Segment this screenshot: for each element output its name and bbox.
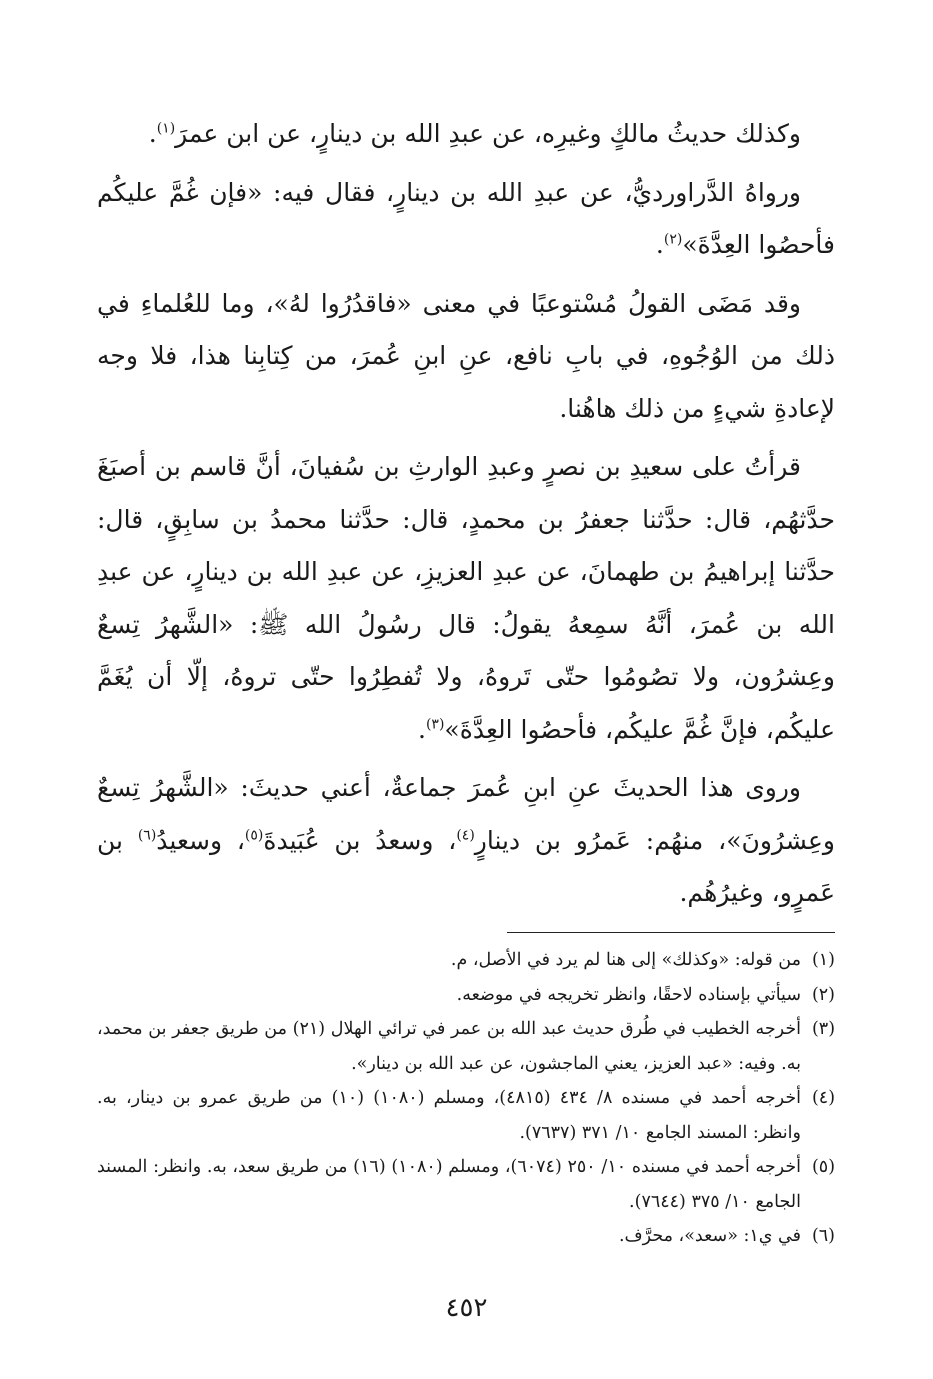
footnote-marker[interactable]: (١)	[156, 120, 176, 137]
footnote-marker[interactable]: (٣)	[425, 716, 445, 733]
footnote-number: (٢)	[811, 984, 835, 1005]
footnote-6	[97, 1219, 835, 1254]
footnote-number: (٦)	[811, 1226, 835, 1246]
footnote-5	[97, 1150, 835, 1219]
paragraph-2	[97, 167, 835, 272]
paragraph-tail: ، وسعدُ بن عُبَيدةَ	[263, 825, 457, 855]
paragraph-1	[97, 108, 835, 161]
footnote-marker[interactable]: (٢)	[663, 231, 683, 248]
footnote-number: (١)	[811, 950, 835, 970]
paragraph-4	[97, 441, 835, 756]
footnote-3	[97, 1012, 835, 1081]
footnote-number: (٤)	[811, 1088, 836, 1108]
footnotes	[97, 943, 835, 1254]
footnote-marker[interactable]: (٤)	[456, 827, 475, 844]
paragraph-text: وروى هذا الحديثَ عنِ ابنِ عُمرَ جماعةٌ، أعني حديثَ: «الشَّهرُ تِسعٌ وعِشرُونَ»، منهُم: عَمرُو بن دينارٍ	[97, 773, 836, 855]
paragraph-tail: .	[148, 119, 157, 148]
paragraph-text: وكذلك حديثُ مالكٍ وغيرِه، عن عبدِ الله بن دينارٍ، عن ابن عمرَ	[175, 119, 801, 148]
paragraph-text: ورواهُ الدَّراورديُّ، عن عبدِ الله بن دينارٍ، فقال فيه: «فإن غُمَّ عليكُم فأحصُوا العِدَّةَ»	[97, 177, 835, 259]
footnote-text: أخرجه الخطيب في طُرق حديث عبد الله بن عمر في ترائي الهلال (٢١) من طريق جعفر بن محمد، به. وفيه: «عبد العزيز، يعني الماجشون، عن عبد الله بن دينار».	[97, 1019, 802, 1074]
main-text	[97, 108, 835, 926]
footnote-divider	[507, 932, 835, 933]
footnote-number: (٣)	[811, 1019, 836, 1039]
paragraph-tail: ، وسعيدُ	[156, 825, 245, 855]
footnote-text: من قوله: «وكذلك» إلى هنا لم يرد في الأصل، م.	[450, 950, 801, 970]
footnote-text: سيأتي بإسناده لاحقًا، وانظر تخريجه في موضعه.	[456, 984, 801, 1005]
footnote-marker[interactable]: (٥)	[244, 827, 264, 844]
footnote-2	[97, 978, 835, 1013]
paragraph-tail: .	[418, 714, 426, 744]
paragraph-tail: .	[655, 230, 664, 259]
footnote-text: في ي١: «سعد»، محرَّف.	[618, 1226, 801, 1246]
paragraph-text: قرأتُ على سعيدِ بن نصرٍ وعبدِ الوارثِ بن سُفيانَ، أنَّ قاسم بن أصبَغَ حدَّثهُم، قال: حدَّثنا جعفرُ بن محمدٍ، قال: حدَّثنا محمدُ بن سابِقٍ، قال: حدَّثنا إبراهيمُ بن طهمانَ، عن عبدِ العزيزِ، عن عبدِ الله بن دينارٍ، عن عبدِ الله بن عُمرَ، أنَّهُ سمِعهُ يقولُ: قال رسُولُ الله ﷺ: «الشَّهرُ تِسعٌ وعِشرُون، ولا تصُومُوا حتّى تَروهُ، ولا تُفطِرُوا حتّى تروهُ، إلّا أن يُغَمَّ عليكُم، فإنَّ غُمَّ عليكُم، فأحصُوا العِدَّةَ»	[97, 452, 835, 744]
footnote-4	[97, 1081, 835, 1150]
footnote-1	[97, 943, 835, 978]
paragraph-3	[97, 278, 835, 436]
paragraph-text: وقد مَضَى القولُ مُسْتوعبًا في معنى «فاقدُرُوا لهُ»، وما للعُلماءِ في ذلك من الوُجُوهِ، في بابِ نافع، عنِ ابنِ عُمرَ، من كِتابِنا هذا، فلا وجه لإعادةِ شيءٍ من ذلك هاهُنا.	[97, 288, 835, 423]
footnote-text: أخرجه أحمد في مسنده ١٠/ ٢٥٠ (٦٠٧٤)، ومسلم (١٠٨٠) (١٦) من طريق سعد، به. وانظر: المسند الجامع ١٠/ ٣٧٥ (٧٦٤٤).	[97, 1157, 802, 1212]
paragraph-5	[97, 762, 835, 920]
footnote-marker[interactable]: (٦)	[137, 827, 157, 844]
footnote-text: أخرجه أحمد في مسنده ٨/ ٤٣٤ (٤٨١٥)، ومسلم (١٠٨٠) (١٠) من طريق عمرو بن دينار، به. وانظر: المسند الجامع ١٠/ ٣٧١ (٧٦٣٧).	[97, 1088, 802, 1143]
paragraph-tail: بن عَمرٍو، وغيرُهُم.	[97, 825, 835, 907]
page-number: ٤٥٢	[445, 1293, 488, 1323]
footnote-number: (٥)	[811, 1157, 836, 1177]
